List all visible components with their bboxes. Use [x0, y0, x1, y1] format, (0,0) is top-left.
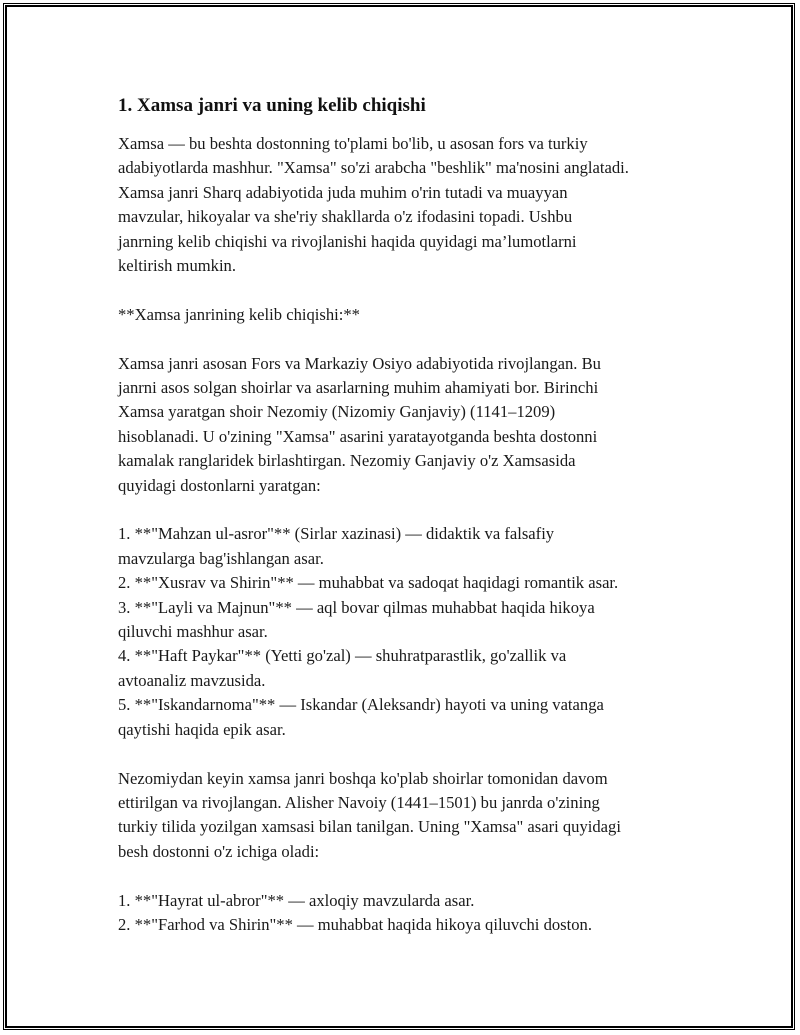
section-subheading: **Xamsa janrining kelib chiqishi:**: [118, 304, 360, 324]
navoiy-paragraph: Nezomiydan keyin xamsa janri boshqa ko'plab shoirlar tomonidan davom ettirilgan va rivojlangan. Alisher Navoiy (1441–1501) bu janrda o'zining turkiy tilida yozilgan xamsasi bilan tanilgan. Uning "Xamsa" asari quyidagi besh dostonni o'z ichiga oladi:: [118, 768, 621, 861]
navoiy-works-list: 1. **"Hayrat ul-abror"** — axloqiy mavzularda asar. 2. **"Farhod va Shirin"** — muhabbat haqida hikoya qiluvchi doston.: [118, 890, 592, 934]
paragraph-gap: [118, 742, 698, 766]
origin-paragraph: Xamsa janri asosan Fors va Markaziy Osiyo adabiyotida rivojlangan. Bu janrni asos solgan shoirlar va asarlarning muhim ahamiyati bor. Birinchi Xamsa yaratgan shoir Nezomiy (Nizomiy Ganjaviy) (1141–1209) hisoblanadi. U o'zining "Xamsa" asarini yaratayotganda beshta dostonni kamalak ranglaridek birlashtirgan. Nezomiy Ganjaviy o'z Xamsasida quyidagi dostonlarni yaratgan:: [118, 353, 601, 495]
paragraph-gap: [118, 327, 698, 351]
paragraph-gap: [118, 278, 698, 302]
paragraph-gap: [118, 498, 698, 522]
paragraph-gap: [118, 864, 698, 888]
intro-paragraph: Xamsa — bu beshta dostonning to'plami bo'lib, u asosan fors va turkiy adabiyotlarda mashhur. "Xamsa" so'zi arabcha "beshlik" ma'nosini anglatadi. Xamsa janri Sharq adabiyotida juda muhim o'rin tutadi va muayyan mavzular, hikoyalar va she'riy shakllarda o'z ifodasini topadi. Ushbu janrning kelib chiqishi va rivojlanishi haqida quyidagi ma’lumotlarni keltirish mumkin.: [118, 134, 629, 276]
document-title: 1. Xamsa janri va uning kelib chiqishi: [118, 95, 426, 116]
document-body: [118, 92, 698, 937]
nezomiy-works-list: 1. **"Mahzan ul-asror"** (Sirlar xazinasi) — didaktik va falsafiy mavzularga bag'ishlangan asar. 2. **"Xusrav va Shirin"** — muhabbat va sadoqat haqidagi romantik asar. 3. **"Layli va Majnun"** — aql bovar qilmas muhabbat haqida hikoya qiluvchi mashhur asar. 4. **"Haft Paykar"** (Yetti go'zal) — shuhratparastlik, go'zallik va avtoanaliz mavzusida. 5. **"Iskandarnoma"** — Iskandar (Aleksandr) hayoti va uning vatanga qaytishi haqida epik asar.: [118, 524, 619, 739]
